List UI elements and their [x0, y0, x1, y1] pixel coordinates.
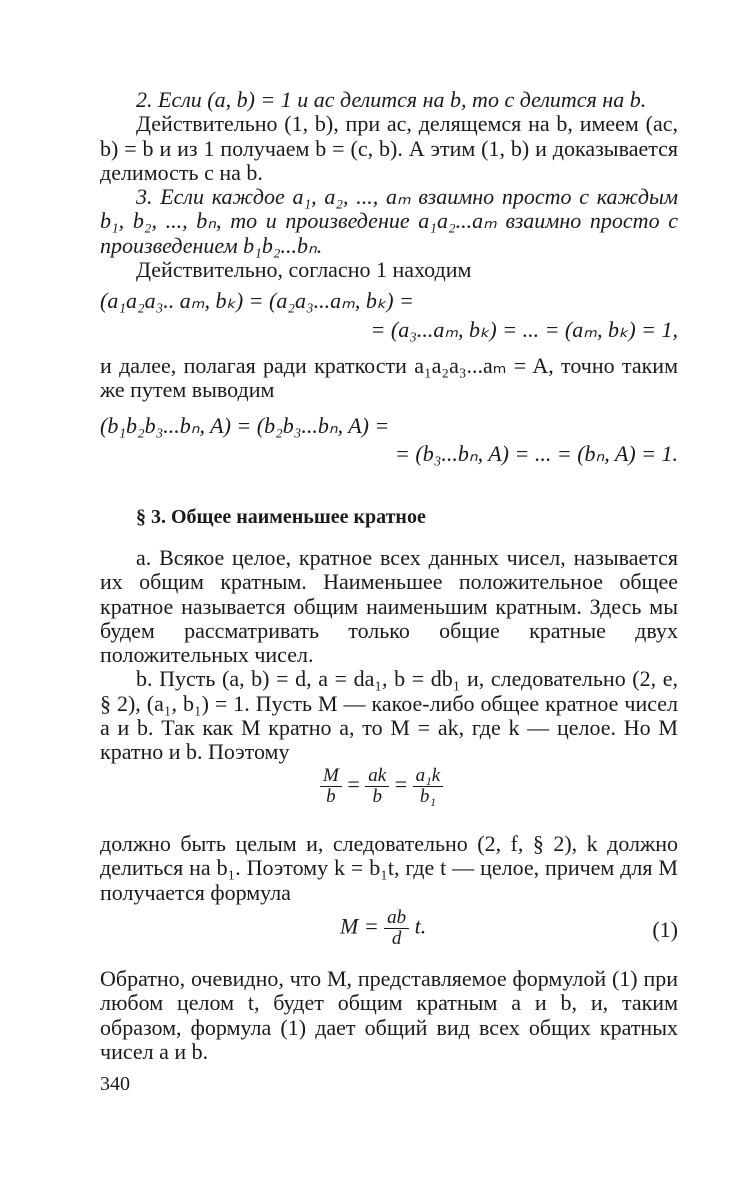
section-paragraphs	[100, 546, 678, 765]
paragraph-2	[100, 88, 678, 282]
proof-3-intro: Действительно, согласно 1 находим	[136, 257, 472, 283]
equation-1-line-1: (a₁a₂a₃.. aₘ, bₖ) = (a₂a₃...aₘ, bₖ) =	[100, 288, 414, 313]
formula-1: M = $\frac{ab}{d}$ t.	[340, 907, 427, 949]
paragraph-a: a. Всякое целое, кратное всех данных чисел, называется их общим кратным. Наименьшее положительное общее кратное называется общим наименьшим кратным. Здесь мы будем рассматривать только общие кратные двух положительных чисел.	[100, 545, 678, 668]
paragraph-b-continued: должно быть целым и, следовательно (2, f, § 2), k должно делиться на b₁. Поэтому k = b₁t, где t — целое, причем для M получается формула	[100, 831, 678, 905]
proof-2: Действительно (1, b), при ac, делящемся на b, имеем (ac, b) = b и из 1 получаем b = (c, b). А этим (1, b) и доказывается делимость c на b.	[100, 111, 678, 185]
paragraph-c: Обратно, очевидно, что M, представляемое формулой (1) при любом целом t, будет общим кратным a и b, и, таким образом, формула (1) дает общий вид всех общих кратных чисел a и b.	[100, 966, 678, 1064]
paragraph-3-middle: и далее, полагая ради краткости a₁a₂a₃...aₘ = A, точно таким же путем выводим	[100, 353, 678, 403]
fraction-equation: $\frac{M}{b}$ = $\frac{ak}{b}$ = $\frac{\text{a₁k}}{\text{b₁}}$	[320, 766, 443, 807]
equation-2-line-1: (b₁b₂b₃...bₙ, A) = (b₂b₃...bₙ, A) =	[100, 413, 390, 438]
fraction-ak-over-b: $\frac{ak}{b}$	[365, 766, 389, 807]
equation-2-line-2: = (b₃...bₙ, A) = ... = (bₙ, A) = 1.	[395, 441, 678, 466]
statement-2: 2. Если (a, b) = 1 и ac делится на b, то c делится на b.	[136, 87, 647, 112]
paragraph-b: b. Пусть (a, b) = d, a = da₁, b = db₁ и, следовательно (2, e, § 2), (a₁, b₁) = 1. Пусть M — какое-либо общее кратное чисел a и b. Так как M кратно a, то M = ak, где k — целое. Но M кратно и b. Поэтому	[100, 666, 678, 765]
section-heading: § 3. Общее наименьшее кратное	[136, 506, 426, 528]
fraction-a1k-over-b1: $\frac{\text{a₁k}}{\text{b₁}}$	[413, 766, 444, 807]
formula-1-label: (1)	[652, 917, 678, 942]
fraction-ab-over-d: $\frac{ab}{d}$	[384, 908, 409, 949]
statement-3: 3. Если каждое a₁, a₂, ..., aₘ взаимно просто с каждым b₁, b₂, ..., bₙ, то и произведение a₁a₂...aₘ взаимно просто с произведением b₁b₂...bₙ.	[100, 184, 678, 258]
page-number: 340	[100, 1073, 130, 1095]
equation-1-line-2: = (a₃...aₘ, bₖ) = ... = (aₘ, bₖ) = 1,	[370, 317, 678, 342]
fraction-m-over-b: $\frac{M}{b}$	[320, 766, 342, 807]
